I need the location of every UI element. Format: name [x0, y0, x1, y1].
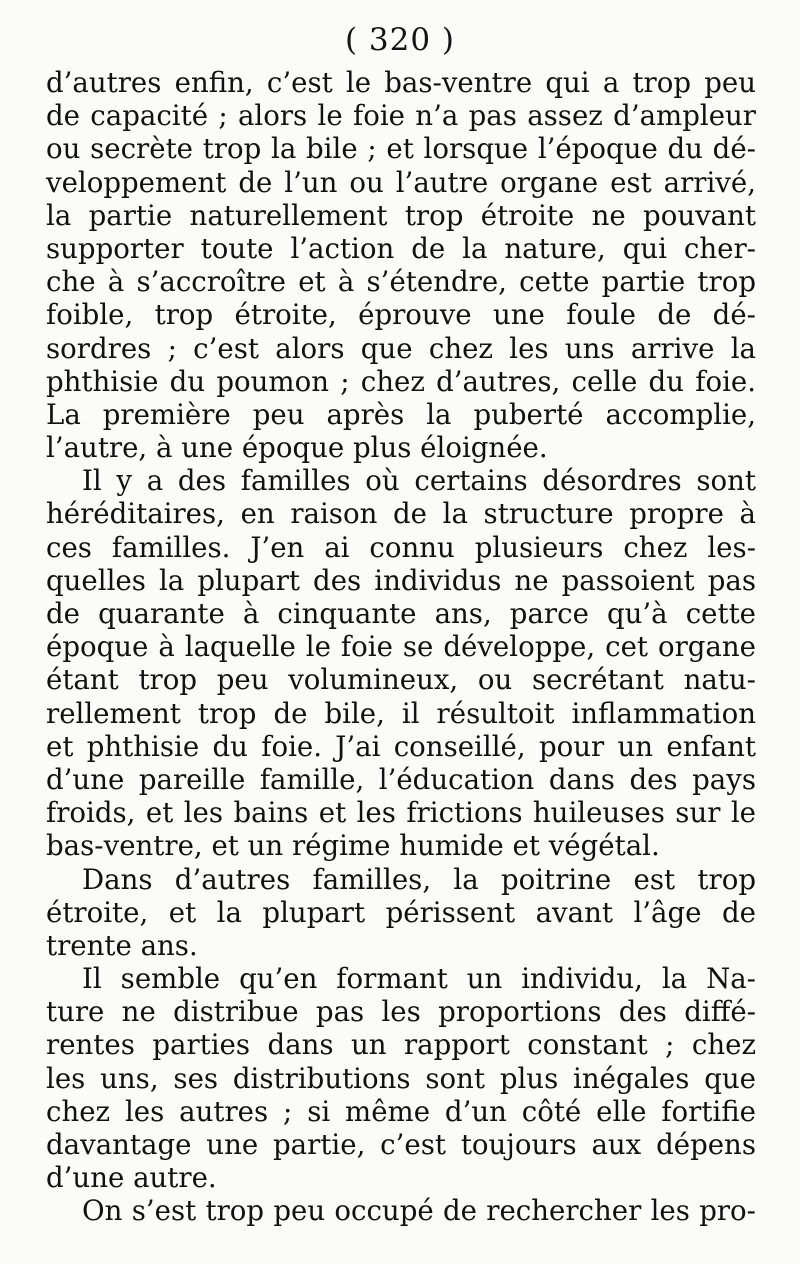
- text-line: bas-ventre, et un régime humide et végétal.: [46, 829, 660, 863]
- text-line: d’une pareille famille, l’éducation dans des pays: [46, 762, 756, 796]
- body-text: [46, 66, 756, 1228]
- text-line: et phthisie du foie. J’ai conseillé, pour un enfant: [46, 729, 756, 763]
- page-number: ( 320 ): [344, 22, 456, 58]
- text-line: foible, trop étroite, éprouve une foule de dé-: [46, 298, 756, 332]
- text-line: les uns, ses distributions sont plus inégales que: [46, 1061, 756, 1095]
- text-line: davantage une partie, c’est toujours aux dépens: [46, 1128, 756, 1161]
- text-line: rellement trop de bile, il résultoit inflammation: [46, 696, 756, 730]
- text-line: d’autres enfin, c’est le bas-ventre qui a trop peu: [46, 66, 756, 99]
- text-line: che à s’accroître et à s’étendre, cette partie trop: [46, 265, 756, 299]
- text-line: Il semble qu’en formant un individu, la Na-: [82, 962, 756, 996]
- text-line: ces familles. J’en ai connu plusieurs chez les-: [46, 530, 756, 564]
- text-line: rentes parties dans un rapport constant ; chez: [46, 1028, 756, 1062]
- text-line: phthisie du poumon ; chez d’autres, celle du foie.: [46, 364, 756, 398]
- text-line: étroite, et la plupart périssent avant l’âge de: [46, 895, 756, 929]
- text-line: étant trop peu volumineux, ou secrétant natu-: [46, 663, 756, 697]
- text-line: héréditaires, en raison de la structure propre à: [46, 497, 756, 531]
- text-line: sordres ; c’est alors que chez les uns arrive la: [46, 331, 756, 365]
- text-line: d’une autre.: [46, 1161, 217, 1195]
- text-line: la partie naturellement trop étroite ne pouvant: [46, 198, 756, 232]
- text-line: Dans d’autres familles, la poitrine est trop: [82, 862, 756, 896]
- text-line: quelles la plupart des individus ne passoient pas: [46, 563, 756, 597]
- text-line: ture ne distribue pas les proportions des diffé-: [46, 995, 756, 1029]
- text-line: ou secrète trop la bile ; et lorsque l’époque du dé-: [46, 132, 756, 166]
- text-line: époque à laquelle le foie se développe, cet organe: [46, 630, 756, 664]
- text-line: trente ans.: [46, 928, 198, 962]
- text-line: La première peu après la puberté accomplie,: [46, 397, 756, 431]
- text-line: Il y a des familles où certains désordres sont: [82, 464, 756, 498]
- text-line: chez les autres ; si même d’un côté elle fortifie: [46, 1094, 756, 1128]
- text-line: de capacité ; alors le foie n’a pas assez d’ampleur: [46, 99, 756, 133]
- text-line: de quarante à cinquante ans, parce qu’à cette: [46, 597, 756, 630]
- text-line: froids, et les bains et les frictions huileuses sur le: [46, 796, 756, 830]
- text-line: veloppement de l’un ou l’autre organe est arrivé,: [46, 165, 756, 199]
- text-line: supporter toute l’action de la nature, qui cher-: [46, 231, 756, 265]
- text-line: On s’est trop peu occupé de rechercher les pro-: [82, 1194, 756, 1228]
- text-line: l’autre, à une époque plus éloignée.: [46, 431, 548, 465]
